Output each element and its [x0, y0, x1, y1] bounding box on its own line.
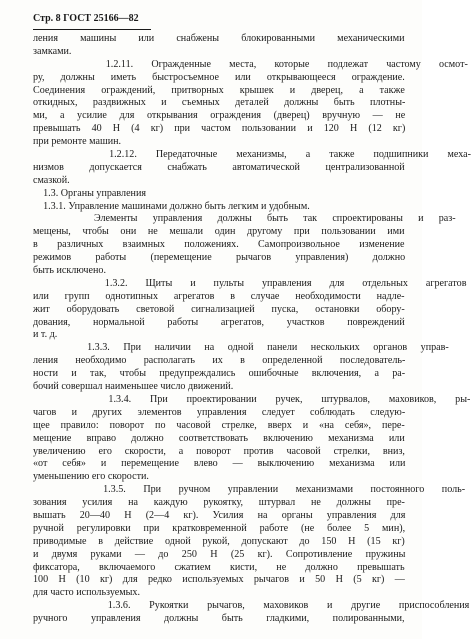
text-line: быть исключено.	[33, 265, 106, 277]
text-line: мещение вправо должно соответствовать включению механизма или	[33, 432, 405, 444]
text-line: ления машины или снабжены блокированными механическими	[33, 33, 405, 44]
text-line: увеличению его скорости, а поворот против часовой стрелки, вниз,	[33, 445, 405, 457]
text-line: 1.3.1. Управление машинами должно быть легким и удобным.	[33, 200, 310, 212]
text-line: в различных взаимных положениях. Самопроизвольное изменение	[33, 239, 405, 251]
text-line: ления необходимо располагать их в определенной последователь-	[33, 355, 406, 367]
text-line: 1.3.3. При наличии на одной панели нескольких органов управ-	[33, 342, 449, 354]
text-line: 1.3.6. Рукоятки рычагов, маховиков и другие приспособления	[33, 600, 470, 612]
text-line: и двумя руками — до 250 Н (25 кг). Сопротивление пружины	[33, 548, 406, 560]
document-body	[33, 33, 471, 626]
text-line: приводимые в действие одной рукой, допускают до 150 Н (15 кг)	[33, 535, 405, 547]
text-line: «от себя» и перемещение влево — выключению механизма или	[33, 458, 406, 470]
text-line: вышать 20—40 Н (2—4 кг). Усилия на органы управления для	[33, 509, 406, 521]
text-line: дования, нормальной работы агрегатов, участков повреждений	[33, 316, 405, 328]
text-line: откидных, раздвижных и съемных деталей должны быть плотны-	[33, 97, 406, 109]
text-line: ми, а усилие для открывания ограждения (дверец) вручную — не	[33, 110, 406, 122]
text-line: при ремонте машин.	[33, 136, 122, 148]
text-line: Элементы управления должны быть так спроектированы и раз-	[33, 213, 456, 225]
text-line: 1.3.5. При ручном управлении механизмами постоянного поль-	[33, 484, 466, 496]
text-line: замками.	[33, 45, 72, 57]
text-line: ручного управления должны быть гладкими, полированными,	[33, 613, 405, 625]
text-line: жит оборудовать световой сигнализацией пуска, остановки обору-	[33, 303, 405, 315]
text-line: Соединения ограждений, притворных крышек и дверец, а также	[33, 84, 405, 96]
text-line: для часто используемых.	[33, 587, 140, 599]
text-line: мещены, чтобы они не мешали один другому при пользовании ими	[33, 226, 405, 238]
text-line: уменьшению его скорости.	[33, 471, 149, 483]
text-line: зования усилия на каждую рукоятку, штурвал не должны пре-	[33, 497, 405, 509]
header-underline	[33, 29, 151, 30]
text-line: 1.2.11. Огражденные места, которые подлежат частому осмот-	[33, 58, 468, 70]
text-line: ности и так, чтобы предупреждались ошибочные включения, а ра-	[33, 368, 406, 380]
text-line: режимов работы (перемещение рычагов управления) должно	[33, 252, 406, 264]
text-line: 1.2.12. Передаточные механизмы, а также подшипники меха-	[33, 149, 471, 161]
text-line: фиксатора, включаемого сжатием кисти, не должно превышать	[33, 561, 405, 573]
text-line: бочий совершал наименьшее число движений.	[33, 381, 234, 393]
text-line: смазкой.	[33, 174, 70, 186]
text-line: 1.3.2. Щиты и пульты управления для отдельных агрегатов	[33, 277, 467, 289]
text-line: низмов допускается снабжать автоматической централизованной	[33, 161, 405, 173]
text-line: или групп однотипных агрегатов в случае необходимости надле-	[33, 290, 405, 302]
page-header: Стр. 8 ГОСТ 25166—82	[33, 13, 139, 24]
text-line: 1.3. Органы управления	[33, 187, 146, 199]
text-line: превышать 40 Н (4 кг) при частом пользовании и 120 Н (12 кг)	[33, 123, 406, 135]
text-line: 100 Н (10 кг) для редко используемых рычагов и 50 Н (5 кг) —	[33, 574, 405, 586]
text-line: щее правило: поворот по часовой стрелке, вверх и «на себя», пере-	[33, 419, 405, 431]
text-line: и т. д.	[33, 329, 58, 341]
text-line: чагов и других элементов управления следует соблюдать следую-	[33, 406, 406, 418]
text-line: ручной регулировки при кратковременной работе (не более 5 мин),	[33, 522, 406, 534]
text-line: 1.3.4. При проектировании ручек, штурвалов, маховиков, ры-	[33, 393, 471, 405]
text-line: ру, должны иметь быстросъемное или открывающееся ограждение.	[33, 71, 405, 83]
